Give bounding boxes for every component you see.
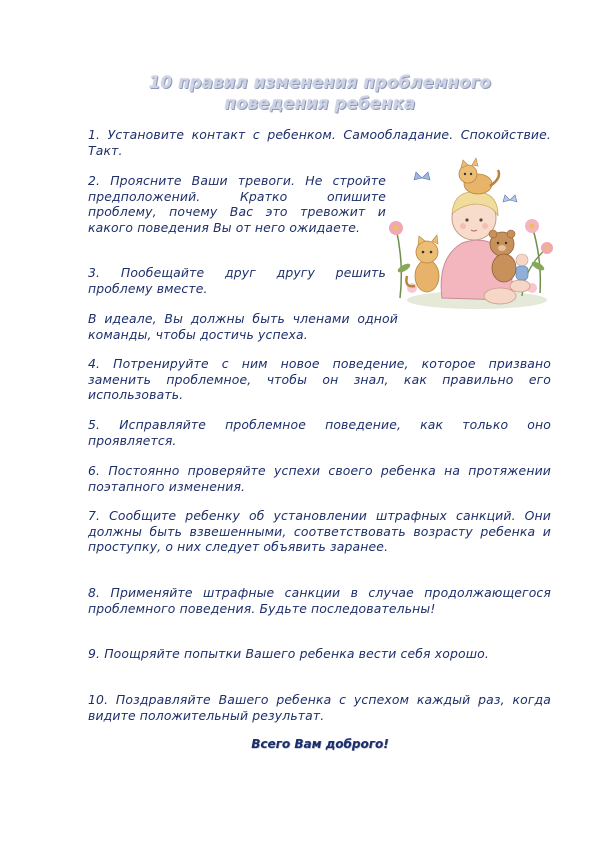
rule-2: 2. Проясните Ваши тревоги. Не стройте предположений. Кратко опишите проблему, почему Вас это тревожит и какого поведения Вы от него ожидаете. <box>88 173 386 235</box>
rule-8: 8. Применяйте штрафные санкции в случае продолжающегося проблемного поведения. Будьте последовательны! <box>88 585 551 616</box>
girl-with-kittens-and-teddy-icon <box>382 148 557 313</box>
rule-5: 5. Исправляйте проблемное поведение, как только оно проявляется. <box>88 417 551 448</box>
rule-9: 9. Поощряйте попытки Вашего ребенка вести себя хорошо. <box>88 646 490 661</box>
rule-7: 7. Сообщите ребенку об установлении штрафных санкций. Они должны быть взвешенными, соответствовать возрасту ребенка и проступку, о них следует объявить заранее. <box>88 508 551 555</box>
rule-10: 10. Поздравляйте Вашего ребенка с успехом каждый раз, когда видите положительный результат. <box>88 692 551 723</box>
rule-3: 3. Пообещайте друг другу решить проблему вместе. <box>88 265 386 296</box>
butterfly-right <box>503 195 517 202</box>
rule-6: 6. Постоянно проверяйте успехи своего ребенка на протяжении поэтапного изменения. <box>88 463 551 494</box>
title-line-1: 10 правил изменения проблемного <box>148 73 492 92</box>
doll <box>516 254 528 280</box>
page-title <box>88 72 552 114</box>
rule-3-note: В идеале, Вы должны быть членами одной команды, чтобы достичь успеха. <box>88 311 398 342</box>
title-line-2: поведения ребенка <box>224 94 416 113</box>
kitten-top <box>459 158 499 194</box>
closing-wish: Всего Вам доброго! <box>251 737 389 751</box>
butterfly-left <box>414 172 430 180</box>
rule-1: 1. Установите контакт с ребенком. Самообладание. Спокойствие. Такт. <box>88 127 551 158</box>
rule-4: 4. Потренируйте с ним новое поведение, которое призвано заменить проблемное, чтобы он знал, как правильно его использовать. <box>88 356 551 403</box>
